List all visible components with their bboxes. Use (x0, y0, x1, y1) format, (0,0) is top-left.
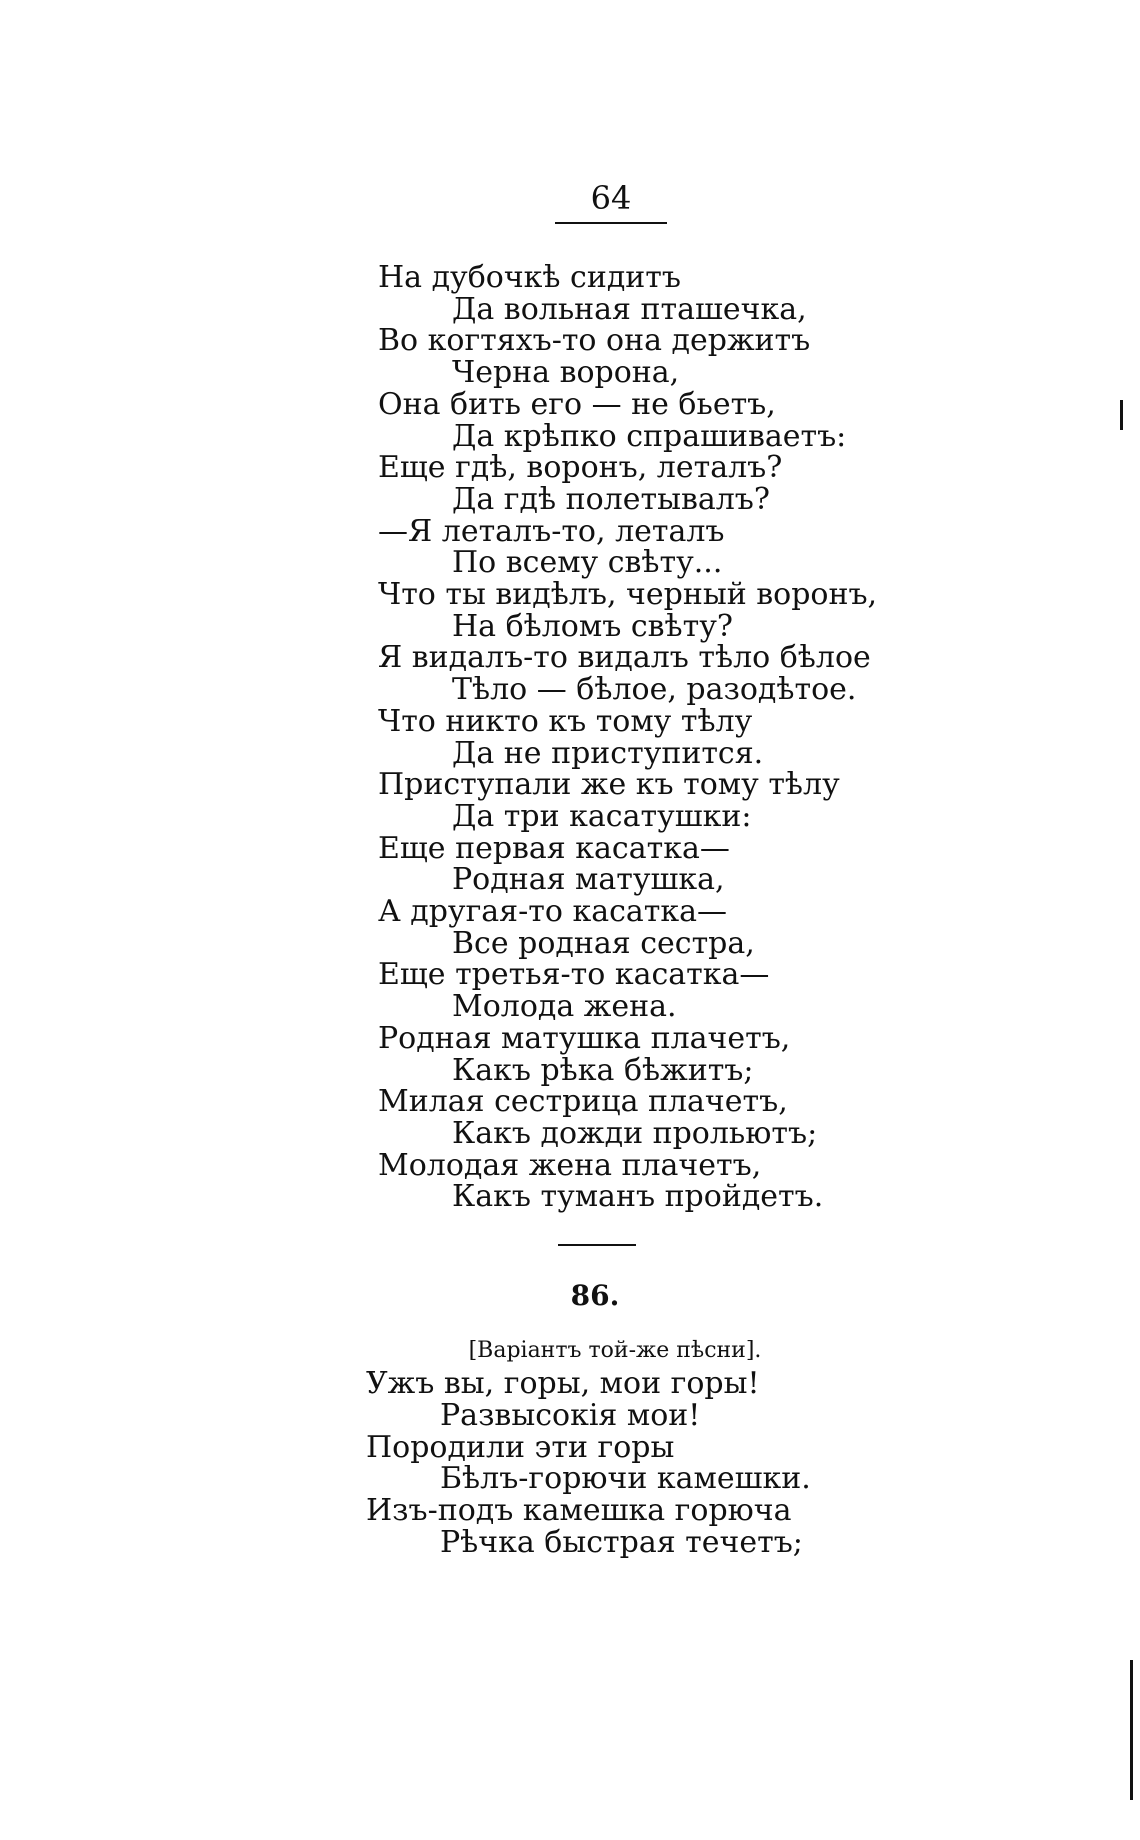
verse-line-indented: Да не приступится. (452, 735, 764, 771)
verse-line-indented: Родная матушка, (452, 862, 725, 898)
verse-line-indented: Молода жена. (452, 989, 677, 1025)
verse-line-indented: По всему свѣту... (452, 545, 723, 581)
verse-line: Милая сестрица плачетъ, (378, 1084, 788, 1120)
verse-line-indented: На бѣломъ свѣту? (452, 608, 733, 644)
verse-line-indented: Черна ворона, (452, 355, 680, 391)
verse-line-indented: Какъ рѣка бѣжитъ; (452, 1052, 754, 1088)
verse-line: Изъ-подъ камешка горюча (366, 1493, 792, 1529)
verse-line: —Я леталъ-то, леталъ (378, 513, 725, 549)
verse-line: Породили эти горы (366, 1429, 675, 1465)
verse-line: Ужъ вы, горы, мои горы! (366, 1366, 760, 1401)
verse-line: А другая-то касатка— (378, 894, 727, 929)
verse-line: Что ты видѣлъ, черный воронъ, (378, 577, 878, 612)
verse-line-indented: Тѣло — бѣлое, разодѣтое. (452, 672, 857, 708)
verse-line-indented: Все родная сестра, (452, 925, 755, 961)
song-number: 86. (570, 1279, 620, 1312)
verse-line-indented: Какъ туманъ пройдетъ. (452, 1179, 824, 1215)
verse-line: Она бить его — не бьетъ, (378, 386, 776, 422)
verse-line-indented: Рѣчка быстрая течетъ; (440, 1525, 803, 1560)
verse-line-indented: Бѣлъ-горючи камешки. (440, 1461, 811, 1497)
verse-line: Молодая жена плачетъ, (378, 1147, 762, 1183)
verse-line-indented: Развысокія мои! (440, 1397, 701, 1433)
verse-line: Приступали же къ тому тѣлу (378, 767, 840, 803)
margin-scan-mark (1130, 1660, 1133, 1800)
section-divider (558, 1244, 636, 1246)
verse-line-indented: Да гдѣ полетывалъ? (452, 481, 770, 517)
verse-line-indented: Да три касатушки: (452, 798, 752, 834)
verse-line: Что никто къ тому тѣлу (378, 703, 753, 739)
verse-line-indented: Да крѣпко спрашиваетъ: (452, 418, 847, 454)
margin-scan-mark (1120, 400, 1123, 430)
song-variant-note: [Варіантъ той-же пѣсни]. (468, 1338, 762, 1363)
page-number-rule (555, 222, 667, 224)
verse-line: Еще гдѣ, воронъ, леталъ? (378, 450, 783, 486)
verse-line: Родная матушка плачетъ, (378, 1020, 791, 1056)
verse-line: На дубочкѣ сидитъ (378, 260, 681, 295)
verse-line: Во когтяхъ-то она держитъ (378, 323, 811, 359)
page-number: 64 (590, 179, 632, 217)
verse-line: Еще первая касатка— (378, 830, 730, 866)
verse-line: Еще третья-то касатка— (378, 957, 770, 993)
verse-line-indented: Да вольная пташечка, (452, 291, 807, 327)
verse-line-indented: Какъ дожди прольютъ; (452, 1115, 818, 1151)
verse-line: Я видалъ-то видалъ тѣло бѣлое (378, 640, 871, 676)
